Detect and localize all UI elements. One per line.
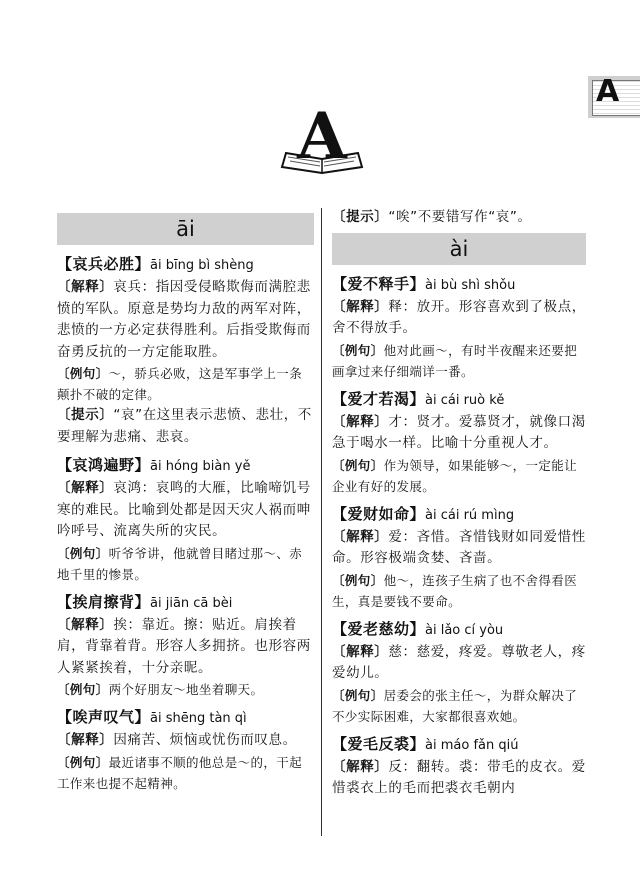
- entry-headword: [332, 388, 586, 412]
- example-text: 听爷爷讲，他就曾目睹过那～、赤地千里的惨景。: [57, 545, 303, 582]
- headword-text: 【哀鸿遍野】: [57, 456, 151, 474]
- alphabet-thumb-tab: [588, 76, 640, 118]
- idiom-entry: [57, 591, 314, 701]
- explain-text: 因痛苦、烦恼或忧伤而叹息。: [113, 732, 297, 748]
- idiom-entry: [57, 454, 314, 585]
- entry-explanation: [332, 527, 586, 570]
- entry-example: [332, 685, 586, 727]
- entry-headword: [332, 733, 586, 757]
- entry-explanation: [57, 730, 314, 752]
- explain-text: 爱：吝惜。吝惜钱财如同爱惜性命。形容极端贪婪、吝啬。: [332, 528, 586, 566]
- explain-label: 〔解释〕: [332, 528, 389, 545]
- entry-headword: [332, 618, 586, 642]
- explain-text: 哀鸿：哀鸣的大雁，比喻啼饥号寒的难民。比喻到处都是因天灾人祸而呻吟呼号、流离失所的灾民。: [57, 480, 311, 539]
- example-label: 〔例句〕: [332, 342, 384, 358]
- entry-explanation: [332, 757, 586, 800]
- tip-label: 〔提示〕: [57, 407, 114, 423]
- idiom-entry: [332, 273, 586, 382]
- explain-text: 才：贤才。爱慕贤才，就像口渴急于喝水一样。比喻十分重视人才。: [332, 413, 586, 451]
- thumb-tab-letter: A: [596, 74, 620, 109]
- explain-label: 〔解释〕: [332, 413, 389, 430]
- example-label: 〔例句〕: [332, 457, 384, 473]
- headword-text: 【爱财如命】: [332, 504, 426, 523]
- entry-headword: [57, 253, 314, 277]
- explain-label: 〔解释〕: [57, 480, 114, 496]
- headword-pinyin: ài cái ruò kě: [425, 392, 505, 408]
- entry-headword: [332, 503, 586, 527]
- example-label: 〔例句〕: [332, 687, 384, 703]
- headword-text: 【爱才若渴】: [332, 389, 426, 408]
- idiom-entry: [332, 388, 586, 497]
- headword-text: 【唉声叹气】: [57, 708, 151, 726]
- explain-text: 哀兵：指因受侵略欺侮而满腔悲愤的军队。原意是势均力敌的两军对阵，悲愤的一方必定获得胜利。后指受欺侮而奋勇反抗的一方定能取胜。: [57, 279, 311, 360]
- entry-example: [332, 570, 586, 612]
- tip-label: 〔提示〕: [332, 209, 389, 225]
- entry-explanation: [332, 412, 586, 455]
- section-header-logo: [278, 99, 366, 183]
- explain-label: 〔解释〕: [57, 732, 114, 748]
- entry-example: [57, 363, 314, 405]
- pinyin-section-band: āi: [57, 213, 314, 245]
- headword-pinyin: ài máo fǎn qiú: [425, 737, 519, 753]
- headword-pinyin: ài lǎo cí yòu: [425, 622, 504, 638]
- example-text: ～，骄兵必败，这是军事学上一条颠扑不破的定律。: [57, 366, 303, 402]
- example-label: 〔例句〕: [57, 682, 109, 697]
- idiom-entry: [332, 733, 586, 800]
- example-label: 〔例句〕: [57, 366, 109, 381]
- headword-text: 【爱毛反裘】: [332, 734, 426, 753]
- entry-headword: [57, 706, 314, 730]
- column-divider: [321, 208, 322, 836]
- example-text: 他～，连孩子生病了也不舍得看医生，真是要钱不要命。: [332, 572, 578, 609]
- tip-text: “哀”在这里表示悲愤、悲壮，不要理解为悲痛、悲哀。: [57, 407, 312, 445]
- explain-label: 〔解释〕: [332, 758, 389, 775]
- idiom-entry: [332, 618, 586, 727]
- headword-pinyin: ài bù shì shǒu: [425, 277, 516, 293]
- explain-label: 〔解释〕: [57, 279, 114, 295]
- entry-example: [332, 455, 586, 497]
- entry-example: [332, 340, 586, 382]
- section-letter: A: [297, 99, 347, 174]
- tip-text: “唉”不要错写作“哀”。: [388, 209, 532, 225]
- headword-pinyin: ài cái rú mìng: [425, 507, 515, 523]
- entry-example: [57, 752, 314, 794]
- entry-example: [57, 543, 314, 585]
- explain-text: 释：放开。形容喜欢到了极点，舍不得放手。: [332, 298, 586, 336]
- example-label: 〔例句〕: [57, 754, 109, 770]
- explain-label: 〔解释〕: [57, 616, 114, 633]
- right-column: [332, 207, 586, 806]
- explain-text: 慈：慈爱，疼爱。尊敬老人，疼爱幼儿。: [332, 643, 586, 681]
- headword-pinyin: āi hóng biàn yě: [150, 459, 251, 474]
- example-label: 〔例句〕: [57, 545, 109, 561]
- idiom-entry: [57, 706, 314, 794]
- entry-explanation: [57, 478, 314, 543]
- pinyin-section-band: ài: [332, 233, 586, 265]
- headword-pinyin: āi bīng bì shèng: [150, 258, 254, 273]
- entry-headword: [57, 591, 314, 615]
- headword-text: 【挨肩擦背】: [57, 592, 151, 611]
- entry-headword: [332, 273, 586, 297]
- explain-text: 挨：靠近。擦：贴近。肩挨着肩，背靠着背。形容人多拥挤。也形容两人紧紧挨着，十分亲昵。: [57, 616, 311, 676]
- explain-text: 反：翻转。裘：带毛的皮衣。爱惜裘衣上的毛而把裘衣毛朝内: [332, 758, 586, 796]
- entry-headword: [57, 454, 314, 478]
- entry-explanation: [57, 277, 314, 363]
- idiom-entry: [57, 253, 314, 448]
- headword-pinyin: āi shēng tàn qì: [150, 711, 247, 726]
- example-text: 最近诸事不顺的他总是～的，干起工作来也提不起精神。: [57, 754, 303, 791]
- example-label: 〔例句〕: [332, 572, 384, 588]
- headword-text: 【爱不释手】: [332, 274, 426, 293]
- entry-tip: [57, 405, 314, 448]
- entry-explanation: [57, 615, 314, 680]
- entry-explanation: [332, 297, 586, 340]
- example-text: 居委会的张主任～，为群众解决了不少实际困难，大家都很喜欢她。: [332, 687, 578, 724]
- entry-example: [57, 679, 314, 700]
- headword-pinyin: āi jiān cā bèi: [150, 595, 233, 611]
- carryover-tip: [332, 207, 586, 229]
- headword-text: 【哀兵必胜】: [57, 255, 151, 273]
- entry-explanation: [332, 642, 586, 685]
- example-text: 他对此画～，有时半夜醒来还要把画拿过来仔细端详一番。: [332, 342, 578, 379]
- explain-label: 〔解释〕: [332, 298, 389, 315]
- headword-text: 【爱老慈幼】: [332, 619, 426, 638]
- example-text: 作为领导，如果能够～，一定能让企业有好的发展。: [332, 457, 578, 494]
- example-text: 两个好朋友～地坐着聊天。: [108, 682, 264, 697]
- left-column: [57, 207, 314, 800]
- idiom-entry: [332, 503, 586, 612]
- explain-label: 〔解释〕: [332, 643, 389, 660]
